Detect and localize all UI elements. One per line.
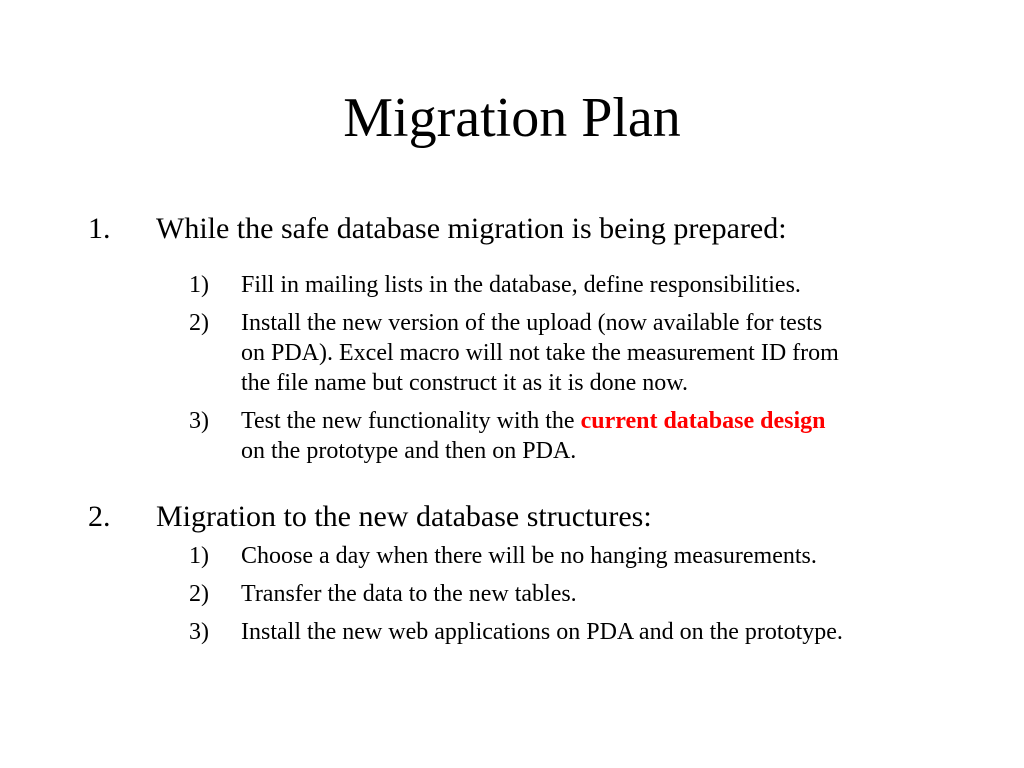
step-number: 2) [189, 310, 209, 336]
step-text [241, 579, 971, 609]
step-line: on PDA). Excel macro will not take the measurement ID from [241, 340, 839, 366]
section-number: 2. [88, 500, 111, 533]
section-heading: While the safe database migration is being prepared: [156, 212, 787, 245]
step-number: 2) [189, 581, 209, 607]
step-line: the file name but construct it as it is done now. [241, 370, 689, 396]
step-line: Choose a day when there will be no hanging measurements. [241, 543, 817, 569]
step-text [241, 270, 971, 300]
step-line: on the prototype and then on PDA. [241, 438, 577, 464]
step-number: 3) [189, 619, 209, 645]
step-text [241, 541, 971, 571]
step-line: Fill in mailing lists in the database, define responsibilities. [241, 272, 801, 298]
step-text-plain: Test the new functionality with the [241, 408, 581, 434]
step-text [241, 406, 971, 466]
step-line: Install the new version of the upload (now available for tests [241, 310, 823, 336]
step-line [241, 406, 971, 436]
step-number: 1) [189, 543, 209, 569]
step-line: Install the new web applications on PDA and on the prototype. [241, 619, 843, 645]
slide-title: Migration Plan [343, 87, 681, 149]
step-number: 3) [189, 408, 209, 434]
step-text [241, 617, 971, 647]
step-line: Transfer the data to the new tables. [241, 581, 577, 607]
highlighted-phrase: current database design [580, 408, 826, 434]
step-number: 1) [189, 272, 209, 298]
step-text [241, 308, 971, 398]
section-number: 1. [88, 212, 111, 245]
section-heading: Migration to the new database structures: [156, 500, 652, 533]
